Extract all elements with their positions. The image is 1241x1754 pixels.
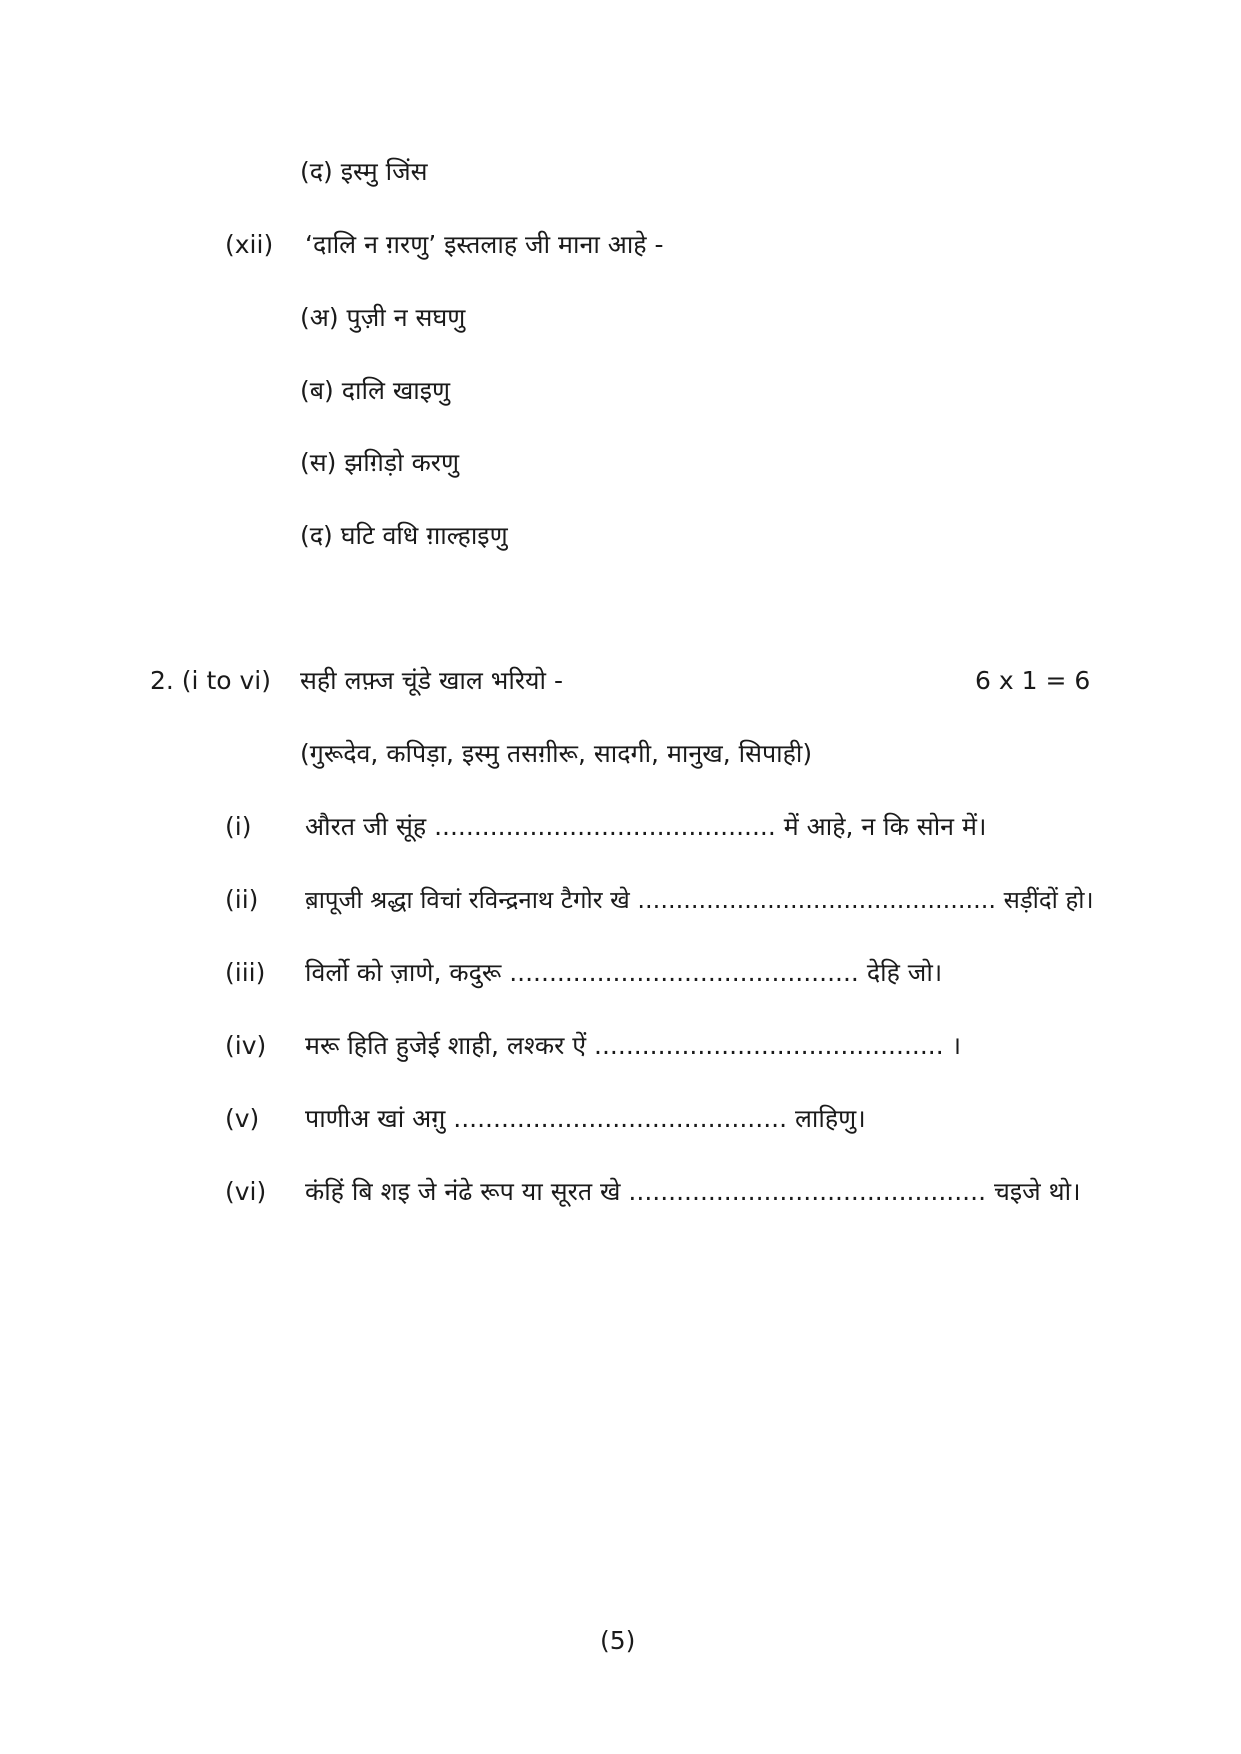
q2-item-number: (vi)	[225, 1177, 267, 1206]
q2-word-bank: (गुरूदेव, कपिड़ा, इस्मु तसग़ीरू, सादगी, मानुख, सिपाही)	[300, 739, 813, 768]
q2-item-text: मरू हिति हुजेई शाही, लश्कर ऐं ............................................ ।	[305, 1031, 962, 1060]
q1-xii-option-c: (स) झग़िड़ो करणु	[300, 448, 460, 477]
q2-item-number: (i)	[225, 812, 252, 841]
q2-item-number: (iv)	[225, 1031, 267, 1060]
q2-instruction: सही लफ़्ज चूंडे खाल भरियो -	[300, 666, 563, 695]
q2-item-number: (ii)	[225, 885, 259, 914]
q2-item-text: कंहिं बि शइ जे नंढे रूप या सूरत खे ............................................. चइजे थो।	[305, 1177, 1081, 1206]
page-number: (5)	[600, 1626, 636, 1655]
q1-prev-option-d: (द) इस्मु जिंस	[300, 157, 428, 186]
q1-xii-option-a: (अ) पुज़ी न सघणु	[300, 303, 466, 332]
q1-xii-option-b: (ब) दालि खाइणु	[300, 376, 451, 405]
q1-xii-option-d: (द) घटि वधि ग़ाल्हाइणु	[300, 521, 508, 550]
q2-item-text: ब़ापूजी श्रद्धा विचां रविन्द्रनाथ टैगोर खे ............................................... सड़ींदों हो।	[305, 886, 1094, 914]
q2-item-text: पाणीअ खां अग़ु .......................................... लाहिणु।	[305, 1104, 866, 1133]
q2-item-number: (iii)	[225, 958, 266, 987]
q2-marks: 6 x 1 = 6	[975, 666, 1091, 695]
q1-xii-question: ‘दालि न ग़रणु’ इस्तलाह जी माना आहे -	[305, 230, 664, 259]
q2-label: 2. (i to vi)	[150, 666, 271, 695]
q2-item-text: औरत जी सूंह ........................................... में आहे, न कि सोन में।	[305, 812, 987, 841]
q2-item-number: (v)	[225, 1104, 260, 1133]
q1-xii-number: (xii)	[225, 230, 274, 259]
q2-item-text: विर्लो को ज़ाणे, कदुरू ............................................ देहि जो।	[305, 958, 943, 987]
